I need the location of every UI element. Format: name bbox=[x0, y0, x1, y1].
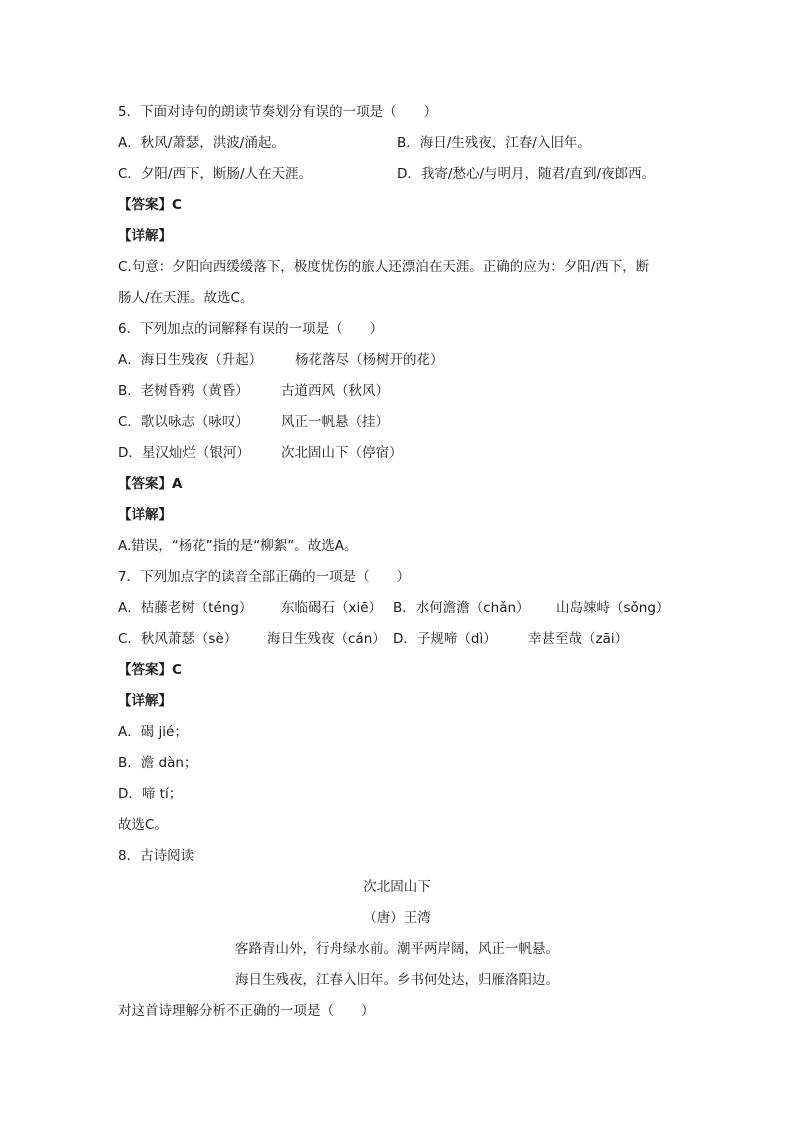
q5-explanation-line1: C.句意：夕阳向西缓缓落下，极度忧伤的旅人还漂泊在天涯。正确的应为：夕阳/西下，断 bbox=[118, 259, 650, 275]
q7-option-c-2: 海日生残夜（cán） bbox=[267, 631, 386, 647]
q5-answer: 【答案】C bbox=[118, 197, 182, 213]
q7-option-a-2: 东临碣石（xiē） bbox=[281, 600, 383, 616]
q6-option-a-2: 杨花落尽（杨树开的花） bbox=[295, 352, 444, 368]
q6-option-c-2: 风正一帆悬（挂） bbox=[281, 414, 389, 430]
q6-explanation: A.错误，“杨花”指的是“柳絮”。故选A。 bbox=[118, 538, 358, 554]
q6-option-a-1: A．海日生残夜（升起） bbox=[118, 352, 263, 368]
q5-stem: 5．下面对诗句的朗读节奏划分有误的一项是（ ） bbox=[118, 104, 438, 120]
q7-stem: 7．下列加点字的读音全部正确的一项是（ ） bbox=[118, 569, 411, 585]
q6-answer: 【答案】A bbox=[118, 476, 183, 492]
q5-explanation-line2: 肠人/在天涯。故选C。 bbox=[118, 290, 254, 306]
q6-detail-label: 【详解】 bbox=[118, 507, 172, 523]
q5-detail-label: 【详解】 bbox=[118, 228, 172, 244]
q6-option-d-1: D．星汉灿烂（银河） bbox=[118, 445, 250, 461]
q7-option-a-1: A．枯藤老树（téng） bbox=[118, 600, 253, 616]
poem-line-1: 客路青山外，行舟绿水前。潮平两岸阔，风正一帆悬。 bbox=[235, 941, 559, 957]
q7-answer: 【答案】C bbox=[118, 662, 182, 678]
poem-line-2: 海日生残夜，江春入旧年。乡书何处达，归雁洛阳边。 bbox=[235, 972, 559, 988]
poem-title: 次北固山下 bbox=[363, 879, 431, 895]
q5-option-d: D．我寄/愁心/与明月，随君/直到/夜郎西。 bbox=[397, 166, 656, 182]
q7-explanation-b: B．澹 dàn； bbox=[118, 755, 198, 771]
q7-option-c-1: C．秋风萧瑟（sè） bbox=[118, 631, 238, 647]
q7-explanation-a: A．碣 jié； bbox=[118, 724, 188, 740]
q7-option-d-2: 幸甚至哉（zāi） bbox=[528, 631, 629, 647]
q7-option-b-2: 山岛竦峙（sǒng） bbox=[556, 600, 670, 616]
q7-explanation-d: D．啼 tí； bbox=[118, 786, 183, 802]
q7-option-b-1: B．水何澹澹（chǎn） bbox=[393, 600, 530, 616]
q6-option-d-2: 次北固山下（停宿） bbox=[281, 445, 403, 461]
q5-option-b: B．海日/生残夜，江春/入旧年。 bbox=[397, 135, 591, 151]
q7-option-d-1: D．子规啼（dì） bbox=[393, 631, 497, 647]
q7-conclusion: 故选C。 bbox=[118, 817, 168, 833]
q8-stem: 8．古诗阅读 bbox=[118, 848, 195, 864]
q6-option-b-2: 古道西风（秋风） bbox=[281, 383, 389, 399]
q8-question: 对这首诗理解分析不正确的一项是（ ） bbox=[118, 1003, 375, 1019]
q5-option-c: C．夕阳/西下，断肠/人在天涯。 bbox=[118, 166, 313, 182]
poem-author: （唐）王湾 bbox=[363, 910, 431, 926]
q6-option-c-1: C．歌以咏志（咏叹） bbox=[118, 414, 249, 430]
q6-option-b-1: B．老树昏鸦（黄昏） bbox=[118, 383, 249, 399]
q5-option-a: A．秋风/萧瑟，洪波/涌起。 bbox=[118, 135, 285, 151]
q6-stem: 6．下列加点的词解释有误的一项是（ ） bbox=[118, 321, 384, 337]
q7-detail-label: 【详解】 bbox=[118, 693, 172, 709]
